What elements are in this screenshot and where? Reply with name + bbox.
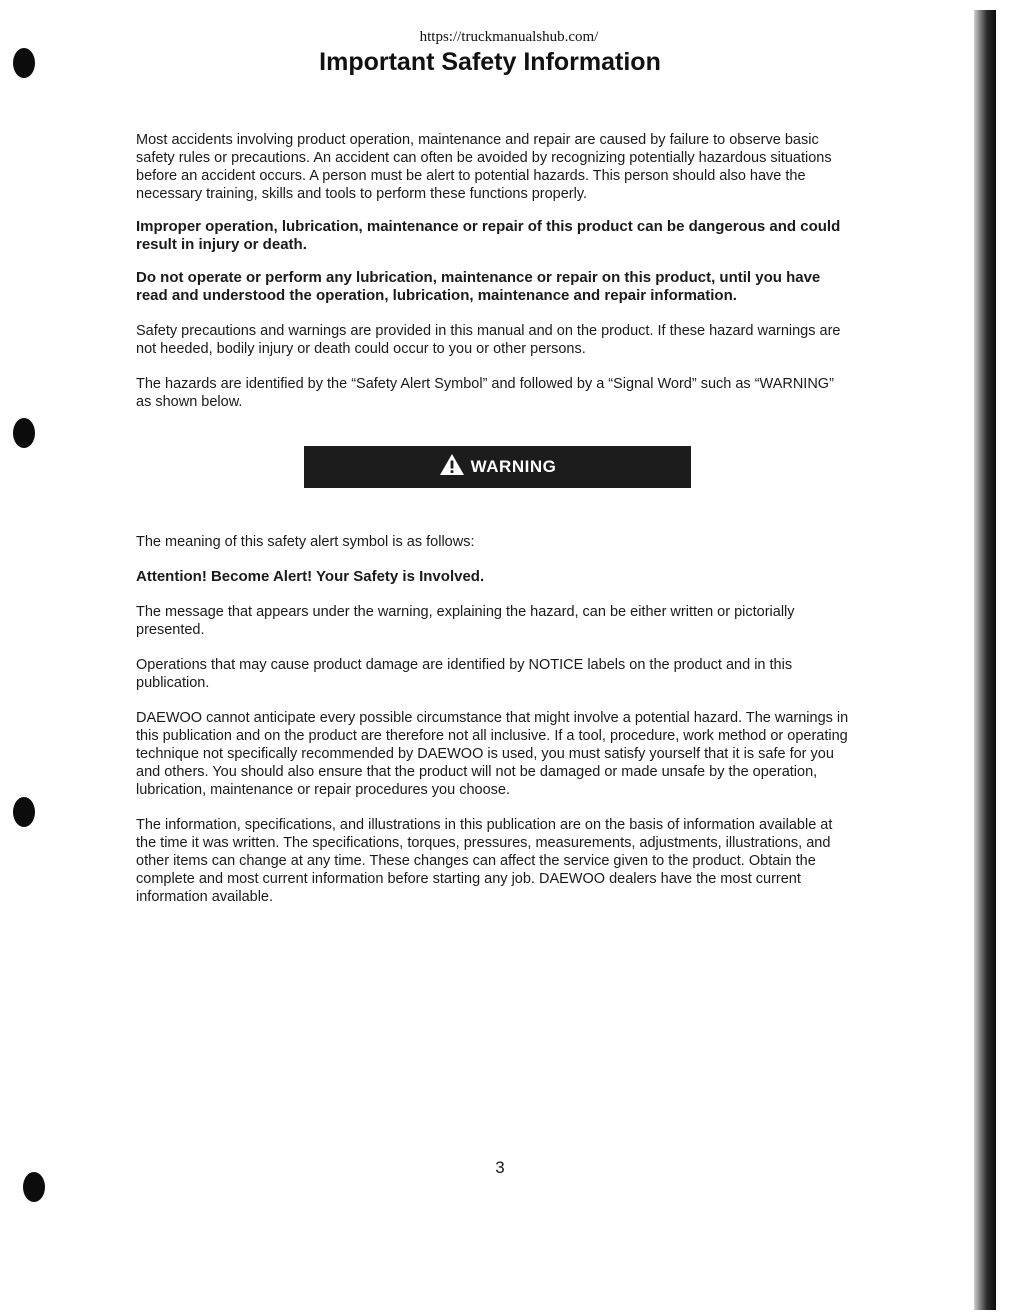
scan-page-edge	[974, 10, 996, 1310]
intro-section	[136, 131, 851, 411]
details-section	[136, 533, 856, 906]
read-manual-statement: Do not operate or perform any lubrication, maintenance or repair on this product, until you have read and understood the operation, lubrication, maintenance and repair information.	[136, 269, 821, 304]
punch-hole	[13, 418, 35, 448]
source-url: https://truckmanualshub.com/	[419, 29, 599, 45]
symbol-meaning-intro: The meaning of this safety alert symbol is as follows:	[136, 534, 475, 550]
warning-label: WARNING	[470, 457, 557, 476]
information-paragraph: The information, specifications, and illustrations in this publication are on the basis of information available at the time it was written. The specifications, torques, pressures, measurements, adjustments, illustrations, and other items can change at any time. These changes can affect the service given to the product. Obtain the complete and most current information before starting any job. DAEWOO dealers have the most current information available.	[136, 817, 833, 905]
intro-paragraph: Most accidents involving product operation, maintenance and repair are caused by failure to observe basic safety rules or precautions. An accident can often be avoided by recognizing potentially hazardous situations before an accident occurs. A person must be alert to potential hazards. This person should also have the necessary training, skills and tools to perform these functions properly.	[136, 132, 832, 202]
punch-hole	[13, 797, 35, 827]
notice-paragraph: Operations that may cause product damage are identified by NOTICE labels on the product and in this publication.	[136, 657, 793, 691]
warning-triangle-icon	[439, 453, 465, 481]
hazards-paragraph: The hazards are identified by the “Safety Alert Symbol” and followed by a “Signal Word” such as “WARNING” as shown below.	[136, 376, 834, 410]
warning-banner	[304, 446, 691, 488]
page-number: 3	[495, 1158, 505, 1177]
attention-statement: Attention! Become Alert! Your Safety is Involved.	[136, 568, 485, 585]
page-title: Important Safety Information	[319, 48, 661, 76]
danger-statement: Improper operation, lubrication, maintenance or repair of this product can be dangerous and could result in injury or death.	[136, 218, 841, 253]
message-paragraph: The message that appears under the warning, explaining the hazard, can be either written or pictorially presented.	[136, 604, 795, 638]
daewoo-paragraph: DAEWOO cannot anticipate every possible circumstance that might involve a potential hazard. The warnings in this publication and on the product are therefore not all inclusive. If a tool, procedure, work method or operating technique not specifically recommended by DAEWOO is used, you must satisfy yourself that it is safe for you and others. You should also ensure that the product will not be damaged or made unsafe by the operation, lubrication, maintenance or repair procedures you choose.	[136, 710, 849, 798]
precautions-paragraph: Safety precautions and warnings are provided in this manual and on the product. If these hazard warnings are not heeded, bodily injury or death could occur to you or other persons.	[136, 323, 841, 357]
